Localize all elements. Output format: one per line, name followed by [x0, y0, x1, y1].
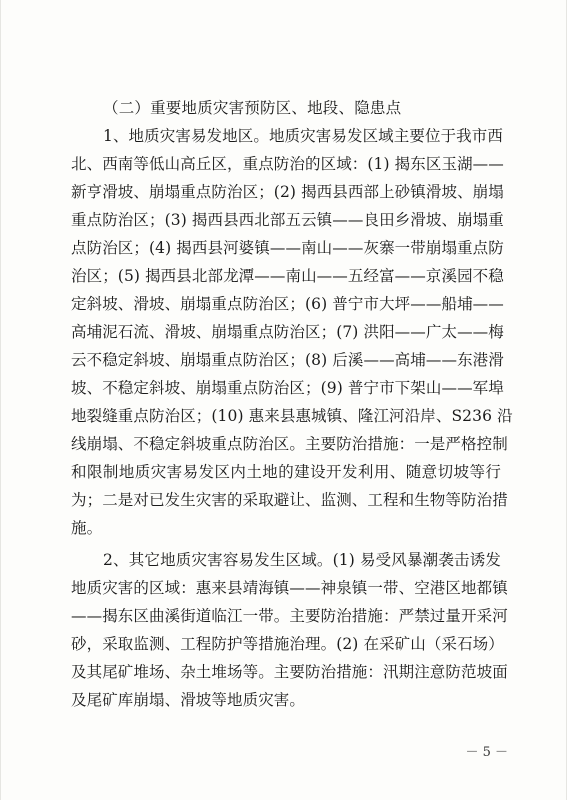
- section-heading: （二）重要地质灾害预防区、地段、隐患点: [103, 99, 402, 117]
- paragraph-line: ——揭东区曲溪街道临江一带。主要防治措施：严禁过量开采河: [71, 607, 508, 625]
- paragraph-line: 地质灾害的区域：惠来县靖海镇——神泉镇一带、空港区地都镇: [71, 579, 508, 597]
- paragraph-line: 定斜坡、滑坡、崩塌重点防治区；(6) 普宁市大坪——船埔——: [71, 295, 504, 313]
- paragraph-line: 1、地质灾害易发地区。地质灾害易发区域主要位于我市西: [103, 127, 503, 145]
- paragraph-line: 坡、不稳定斜坡、崩塌重点防治区；(9) 普宁市下架山——军埠: [71, 379, 504, 397]
- paragraph-line: 2、其它地质灾害容易发生区域。(1) 易受风暴潮袭击诱发: [103, 551, 501, 569]
- paragraph-line: 重点防治区；(3) 揭西县西北部五云镇——良田乡滑坡、崩塌重: [71, 211, 504, 229]
- paragraph-2: [71, 546, 508, 714]
- paragraph-line: 地裂缝重点防治区；(10) 惠来县惠城镇、隆江河沿岸、S236 沿: [71, 407, 513, 425]
- paragraph-line: 为；二是对已发生灾害的采取避让、监测、工程和生物等防治措: [71, 491, 508, 509]
- paragraph-line: 高埔泥石流、滑坡、崩塌重点防治区；(7) 洪阳——广太——梅: [71, 323, 504, 341]
- paragraph-line: 和限制地质灾害易发区内土地的建设开发利用、随意切坡等行: [71, 463, 501, 481]
- paragraph-line: 及其尾矿堆场、杂土堆场等。主要防治措施：汛期注意防范坡面: [71, 663, 508, 681]
- paragraph-line: 及尾矿库崩塌、滑坡等地质灾害。: [71, 691, 306, 709]
- paragraph-line: 点防治区；(4) 揭西县河婆镇——南山——灰寨一带崩塌重点防: [71, 239, 504, 257]
- paragraph-line: 施。: [71, 519, 103, 537]
- document-body: [71, 94, 513, 714]
- paragraph-line: 北、西南等低山高丘区，重点防治的区域：(1) 揭东区玉湖——: [71, 155, 504, 173]
- page-number: － 5 －: [465, 745, 508, 760]
- paragraph-1: [71, 122, 513, 542]
- paragraph-line: 治区；(5) 揭西县北部龙潭——南山——五经富——京溪园不稳: [71, 267, 504, 285]
- paragraph-line: 云不稳定斜坡、崩塌重点防治区；(8) 后溪——高埔——东港滑: [71, 351, 504, 369]
- paragraph-line: 线崩塌、不稳定斜坡重点防治区。主要防治措施：一是严格控制: [71, 435, 508, 453]
- paragraph-line: 新亨滑坡、崩塌重点防治区；(2) 揭西县西部上砂镇滑坡、崩塌: [71, 183, 504, 201]
- paragraph-line: 砂，采取监测、工程防护等措施治理。(2) 在采矿山（采石场）: [71, 635, 504, 653]
